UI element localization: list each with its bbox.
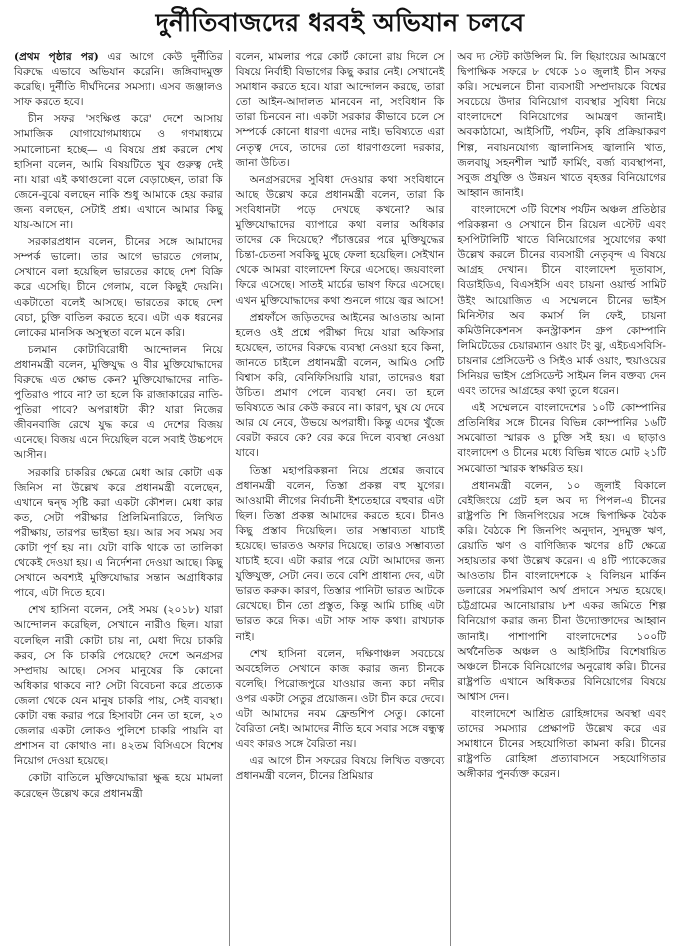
paragraph: সরকারপ্রধান বলেন, চীনের সঙ্গে আমাদের সম্পর্ক ভালো। তার আগে ভারতে গেলাম, সেখানে বলা হয়েছিল ভারতের কাছে দেশ বিক্রি করে এসেছি। চীনে গেলাম, বলে কিছুই দেয়নি। একটাতো বলেই আসছে। ভারতের কাছে দেশ বেচা, চুক্তি বাতিল করতে হবে। এটা এক ধরনের লোকের মানসিক অসুস্থতা বলে মনে করি। bbox=[14, 236, 223, 339]
article-columns bbox=[8, 50, 672, 946]
column-1 bbox=[8, 50, 229, 946]
paragraph: সরকারি চাকরির ক্ষেত্রে মেধা আর কোটা এক জিনিস না উল্লেখ করে প্রধানমন্ত্রী বলেছেন, এখানে দ্বন্দ্ব সৃষ্টি করা একটা কৌশল। মেধা কার কত, সেটা পরীক্ষার প্রিলিমিনারিতে, লিখিত পরীক্ষায়, তারপর ভাইভা হয়। আর সব সময় সব কোটা পূর্ণ হয় না। যেটা বাকি থাকে তা তালিকা থেকেই দেওয়া হয়। এ নির্দেশনা দেওয়া আছে। কিছু সেখানে অবশ্যই মুক্তিযোদ্ধার সন্তান অগ্রাধিকার পাবে, এটা দিতে হবে। bbox=[14, 466, 223, 600]
continuation-lead: (প্রথম পৃষ্ঠার পর) bbox=[14, 51, 99, 63]
paragraph: এই সম্মেলনে বাংলাদেশের ১০টি কোম্পানির প্রতিনিধির সঙ্গে চীনের বিভিন্ন কোম্পানির ১৬টি সমঝোতা স্মারক ও চুক্তি সই হয়। এ ছাড়াও বাংলাদেশ ও চীনের মধ্যে বিভিন্ন খাতে মোট ২১টি সমঝোতা স্মারক স্বাক্ষরিত হয়। bbox=[457, 402, 667, 475]
paragraph: প্রশ্নফাঁসে জড়িতদের আইনের আওতায় আনা হলেও ওই প্রশ্নে পরীক্ষা দিয়ে যারা অফিসার হয়েছেন, তাদের বিরুদ্ধে ব্যবস্থা নেওয়া হবে কিনা, জানতে চাইলে প্রধানমন্ত্রী বলেন, আমিও সেটি বিশ্বাস করি, বেনিফিসিয়ারি যারা, তাদেরও ধরা উচিত। প্রমাণ পেলে ব্যবস্থা নেব। তা হলে ভবিষ্যতে আর কেউ করবে না। কারণ, ঘুষ যে দেবে আর যে নেবে, উভয়ে অপরাধী। কিন্তু এদের খুঁজে বেরটা করবে কে? বের করে দিলে ব্যবস্থা নেওয়া যাবে। bbox=[235, 311, 445, 460]
column-2 bbox=[229, 50, 451, 946]
paragraph: প্রধানমন্ত্রী বলেন, ১০ জুলাই বিকালে বেইজিংয়ে গ্রেট হল অব দ্য পিপল-এ চীনের রাষ্ট্রপতি শি জিনপিংয়ের সঙ্গে দ্বিপাক্ষিক বৈঠক করি। বৈঠকে শি জিনপিং অনুদান, সুদমুক্ত ঋণ, রেয়াতি ঋণ ও বাণিজ্যিক ঋণের ৪টি ক্ষেত্রে সহায়তার কথা উল্লেখ করেন। এ ৪টি প্যাকেজের আওতায় চীন বাংলাদেশকে ২ বিলিয়ন মার্কিন ডলারের সমপরিমাণ অর্থ প্রদানে সম্মত হয়েছে। চট্টগ্রামের আনোয়ারায় ৮শ একর জমিতে শিল্প বিনিয়োগ করার জন্য চীনা উদ্যোক্তাদের আহ্বান জানাই। পাশাপাশি বাংলাদেশের ১০০টি অর্থনৈতিক অঞ্চল ও আইসিটির বিশেষায়িত অঞ্চলে চীনকে বিনিয়োগের অনুরোধ করি। চীনের রাষ্ট্রপতি এখানে অধিকতর বিনিয়োগের বিষয়ে আশ্বাস দেন। bbox=[457, 479, 667, 703]
paragraph: শেখ হাসিনা বলেন, দক্ষিণাঞ্চল সবচেয়ে অবহেলিত সেখানে কাজ করার জন্য চীনকে বলেছি। পিরোজপুরে যাওয়ার জন্য কচা নদীর ওপর একটা সেতুর প্রয়োজন। ওটা চীন করে দেবে। এটা আমাদের নবম ফ্রেন্ডশিপ সেতু। কোনো বৈরিতা নেই। আমাদের নীতি হবে সবার সঙ্গে বন্ধুত্ব এবং কারও সঙ্গে বৈরিতা নয়। bbox=[235, 647, 445, 751]
paragraph: চলমান কোটাবিরোধী আন্দোলন নিয়ে প্রধানমন্ত্রী বলেন, মুক্তিযুদ্ধ ও বীর মুক্তিযোদ্ধাদের বিরুদ্ধে এত ক্ষোভ কেন? মুক্তিযোদ্ধাদের নাতি-পুতিরাও পাবে না? তা হলে কি রাজাকারের নাতি-পুতিরা পাবে? অপরাধটা কী? যারা নিজের জীবনবাজি রেখে যুদ্ধ করে এ দেশের বিজয় এনেছে। বিজয় এনে দিয়েছিল বলে সবাই উচ্চপদে আসীন। bbox=[14, 343, 223, 462]
paragraph: কোটা বাতিলে মুক্তিযোদ্ধারা ক্ষুব্ধ হয়ে মামলা করেছেন উল্লেখ করে প্রধানমন্ত্রী bbox=[14, 772, 223, 800]
paragraph: অনগ্রসরদের সুবিধা দেওয়ার কথা সংবিধানে আছে উল্লেখ করে প্রধানমন্ত্রী বলেন, তারা কি সংবিধানটা পড়ে দেখছে কখনো? আর মুক্তিযোদ্ধাদের ব্যাপারে কথা বলার অধিকার তাদের কে দিয়েছে? পঁচাত্তরের পরে মুক্তিযুদ্ধের চিন্তা-চেতনা সবকিছু মুছে ফেলা হয়েছিল। সেইখান থেকে আমরা বাংলাদেশ ফিরে এসেছে। জয়বাংলা ফিরে এসেছে। সাতই মার্চের ভাষণ ফিরে এসেছে। এখন মুক্তিযোদ্ধাদের কথা শুনলে গায়ে জ্বর আসে! bbox=[235, 173, 445, 307]
paragraph bbox=[14, 50, 223, 110]
paragraph: বাংলাদেশে ৩টি বিশেষ পর্যটন অঞ্চল প্রতিষ্ঠার পরিকল্পনা ও সেখানে চীন রিয়েল এস্টেট এবং হসপিটালিটি খাতে বিনিয়োগের সুযোগের কথা উল্লেখ করলে চীনের ব্যবসায়ী নেতৃবৃন্দ এ বিষয়ে আগ্রহ দেখান। চীনে বাংলাদেশ দূতাবাস, বিডাইডিএ, বিএসইসি এবং চায়না ওয়ার্ল্ড সামিট উইং আয়োজিত এ সম্মেলনে চীনের ভাইস মিনিস্টার অব কমার্স লি ফেই, চায়না কমিউনিকেশনস কনস্ট্রাকশন গ্রুপ কোম্পানি লিমিটেডের চেয়ারম্যান ওয়াং টং ঝু, এইচএসবিসি-চায়নার প্রেসিডেন্ট ও সিইও মার্ক ওয়াং, হুয়াওয়ের সিনিয়র ভাইস প্রেসিডেন্ট সাইমন লিন বক্তব্য দেন এবং তাদের আগ্রহের কথা তুলে ধরেন। bbox=[457, 203, 667, 398]
paragraph: তিস্তা মহাপরিকল্পনা নিয়ে প্রশ্নের জবাবে প্রধানমন্ত্রী বলেন, তিস্তা প্রকল্প বহু যুগের। আওয়ামী লীগের নির্বাচনী ইশতেহারে বহুবার এটা ছিল। তিস্তা প্রকল্প আমাদের করতে হবে। চীনও কিছু প্রস্তাব দিয়েছিল। তার সম্ভাব্যতা যাচাই হয়েছে। ভারতও অফার দিয়েছে। তারও সম্ভাব্যতা যাচাই হবে। এটা করার পরে যেটা আমাদের জন্য যুক্তিযুক্ত, সেটা নেব। তবে বেশি প্রাধান্য দেব, এটা ভারত করুক। কারণ, তিস্তার পানিটা ভারত আটকে রেখেছে। চীন তো প্রস্তুত, কিন্তু আমি চাচ্ছি এটা ভারত করে দিক। এটা সাফ সাফ কথা। রাখঢাক নাই। bbox=[235, 464, 445, 643]
paragraph: শেখ হাসিনা বলেন, সেই সময় (২০১৮) যারা আন্দোলন করেছিল, সেখানে নারীও ছিল। যারা বলেছিল নারী কোটা চায় না, মেধা দিয়ে চাকরি করব, সে কি চাকরি পেয়েছে? দেশে অনগ্রসর সম্প্রদায় আছে। সেসব মানুষের কি কোনো অধিকার থাকবে না? সেটা বিবেচনা করে প্রত্যেক জেলা থেকে যেন মানুষ চাকরি পায়, সেই ব্যবস্থা। কোটা বন্ধ করার পরে হিসাবটা নেন তা হলে, ২৩ জেলার একটা লোকও পুলিশে চাকরি পায়নি বা প্রশাসন বা কোথাও না। ৪২তম বিসিএসে বিশেষ নিয়োগ দেওয়া হয়েছে। bbox=[14, 604, 223, 768]
paragraph: এর আগে চীন সফরের বিষয়ে লিখিত বক্তব্যে প্রধানমন্ত্রী বলেন, চীনের প্রিমিয়ার bbox=[235, 755, 445, 783]
paragraph: অব দ্য স্টেট কাউন্সিল মি. লি ছিয়াংয়ের আমন্ত্রণে দ্বিপাক্ষিক সফরে ৮ থেকে ১০ জুলাই চীন সফর করি। সম্মেলনে চীনা ব্যবসায়ী সম্প্রদায়কে বিশ্বের সবচেয়ে উদার বিনিয়োগ ব্যবস্থার সুবিধা নিয়ে বাংলাদেশে বিনিয়োগের আমন্ত্রণ জানাই। অবকাঠামো, আইসিটি, পর্যটন, কৃষি প্রক্রিয়াকরণ শিল্প, নবায়নযোগ্য জ্বালানিসহ জ্বালানি খাত, জলবায়ু সহনশীল স্মার্ট ফার্মিং, বর্জ্য ব্যবস্থাপনা, সবুজ প্রযুক্তি ও উন্নয়ন খাতে বৃহত্তর বিনিয়োগের আহ্বান জানাই। bbox=[457, 51, 667, 199]
column-3 bbox=[450, 50, 672, 946]
paragraph: বাংলাদেশে আশ্রিত রোহিঙ্গাদের অবস্থা এবং তাদের সমস্যার প্রেক্ষাপট উল্লেখ করে এর সমাধানে চীনের সহযোগিতা কামনা করি। চীনের রাষ্ট্রপতি রোহিঙ্গা প্রত্যাবাসনে সহযোগিতার অঙ্গীকার পুনর্ব্যক্ত করেন। bbox=[457, 708, 667, 781]
paragraph: বলেন, মামলার পরে কোর্ট কোনো রায় দিলে সে বিষয়ে নির্বাহী বিভাগের কিছু করার নেই। সেখানেই সমাধান করতে হবে। যারা আন্দোলন করছে, তারা তো আইন-আদালত মানবেন না, সংবিধান কি তারা চিনবেন না। একটা সরকার কীভাবে চলে সে সম্পর্কে কোনো ধারণা এদের নাই। ভবিষ্যতে এরা নেতৃত্ব দেবে, তাদের তো ধারণাগুলো দরকার, জানা উচিত। bbox=[235, 51, 445, 169]
paragraph: চীন সফর 'সংক্ষিপ্ত করে' দেশে আসায় সামাজিক যোগাযোগমাধ্যমে ও গণমাধ্যমে সমালোচনা হচ্ছে— এ বিষয়ে প্রশ্ন করলে শেখ হাসিনা বলেন, আমি বিষয়টিতে খুব গুরুত্ব দেই না। যারা এই কথাগুলো বলে বেড়াচ্ছেন, তারা কি জেনে-বুঝে বলছেন নাকি শুধু আমাকে হেয় করার জন্য বলছেন, সেটাই প্রশ্ন। এখানে আমার কিছু যায়-আসে না। bbox=[14, 113, 223, 232]
paragraph-text: এর আগে কেউ দুর্নীতির বিরুদ্ধে এভাবে অভিযান করেনি। জঙ্গিবাদমুক্ত করেছি। দুর্নীতি দীর্ঘদিনের সমস্যা। এসব জঞ্জালও সাফ করতে হবে। bbox=[14, 51, 223, 109]
headline: দুর্নীতিবাজদের ধরবই অভিযান চলবে bbox=[155, 8, 525, 37]
